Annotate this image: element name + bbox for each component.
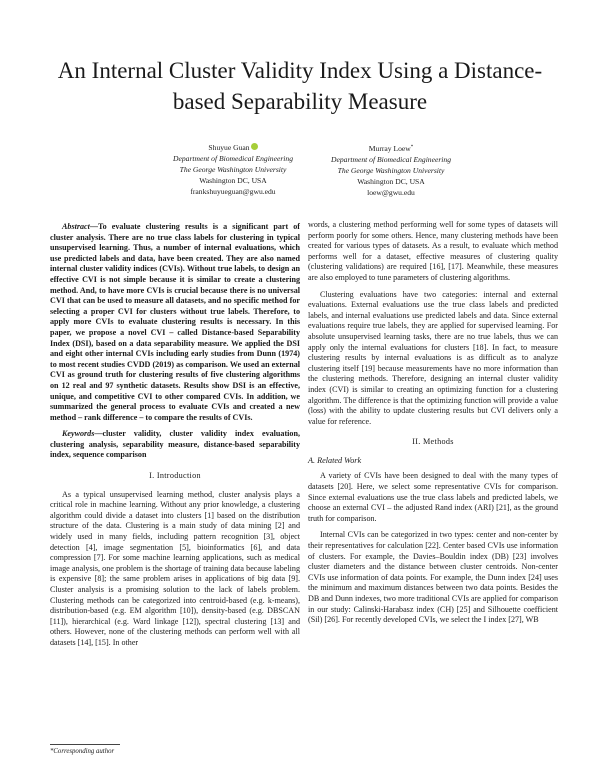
abstract: Abstract—To evaluate clustering results is a significant part of cluster analysis. There are no true class labels for clustering in typical unsupervised learning. Thus, a number of internal evaluations, which use predicted labels and data, have been created. They are also named internal cluster validity indices (CVIs). Without true labels, to design an effective CVI is not simple because it is similar to create a clustering method. And, to have more CVIs is crucial because there is no universal CVI that can be used to measure all datasets, and no specific method for selecting a proper CVI for clusters without true labels. Therefore, to apply more CVIs to evaluate clustering results is necessary. In this paper, we propose a novel CVI – called Distance-based Separability Index (DSI), based on a data separability measure. We applied the DSI and eight other internal CVIs including early studies from Dunn (1974) to most recent studies CVDD (2019) as comparison. We used an external CVI as ground truth for clustering results of five clustering algorithms on 12 real and 97 synthetic datasets. Results show DSI is an effective, unique, and competitive CVI to other compared CVIs. In addition, we summarized the general process to evaluate CVIs and created a new method – rank difference – to compare the results of CVIs. [50, 222, 300, 422]
left-column [50, 222, 300, 655]
author-university: The George Washington University [179, 165, 287, 174]
keywords: Keywords—cluster validity, cluster validity index evaluation, clustering analysis, separability measure, distance-based separability index, sequence comparison [50, 429, 300, 460]
body-paragraph: words, a clustering method performing well for some types of datasets will perform poorly for some others. Hence, many clustering methods have been created for various types of datasets. As a result, to evaluate which method performs well for a dataset, effective measures of clustering quality (clustering validations) are required [16], [17]. Meanwhile, these measures are also employed to tune parameters of clustering algorithms. [308, 220, 558, 282]
author-email: frankshuyueguan@gwu.edu [190, 187, 276, 196]
subsection-heading: A. Related Work [308, 455, 362, 465]
body-paragraph: A variety of CVIs have been designed to deal with the many types of datasets [20]. Here, we select some representative CVIs for comparison. Since external evaluations use the true class labels and predicted labels, we choose an external CVI – the adjusted Rand index (ARI) [21], as the ground truth for comparison. [308, 471, 558, 523]
author-department: Department of Biomedical Engineering [331, 155, 451, 164]
author-name: Murray Loew [368, 144, 411, 153]
author-name: Shuyue Guan [208, 143, 250, 152]
body-paragraph: Clustering evaluations have two categories: internal and external evaluations. External evaluations use the true class labels and predicted labels, and internal evaluations use predicted labels and data. Since external evaluations require true labels, they are applied for supervised learning. For absolute unsupervised learning tasks, there are no true labels, thus we can apply only the internal evaluations for clusters [18]. In fact, to measure clustering results by internal evaluations is as difficult as to analyze clustering itself [19] because measurements have no more information than the clustering methods. Therefore, designing an internal cluster validity index (CVI) is similar to creating an optimizing function for a clustering algorithm. The difference is that the optimizing function will provide a value (loss) with the ability to update clustering results but CVI delivers only a value for reference. [308, 289, 558, 426]
body-paragraph: Internal CVIs can be categorized in two types: center and non-center by their representatives for calculation [22]. Center based CVIs use information of clusters. For example, the Davies–Bouldin index (DB) [23] involves cluster diameters and the distance between cluster centroids. Non-center CVIs use information of data points. For example, the Dunn index [24] uses the minimum and maximum distances between two data points. Besides the DB and Dunn indexes, two more traditional CVIs are applied for comparison in our study: Calinski-Harabasz index (CH) [25] and Silhouette coefficient (Sil) [26]. For recently developed CVIs, we select the I index [27], WB [308, 530, 558, 625]
footnote: *Corresponding author [50, 748, 115, 755]
orcid-icon[interactable] [251, 143, 258, 150]
corresponding-marker: * [410, 145, 414, 150]
author-location: Washington DC, USA [357, 177, 425, 186]
author-department: Department of Biomedical Engineering [173, 154, 293, 163]
author-email: loew@gwu.edu [367, 188, 415, 197]
section-heading: I. Introduction [149, 471, 201, 481]
footnote-divider [50, 744, 120, 745]
body-paragraph: As a typical unsupervised learning method, cluster analysis plays a critical role in machine learning. Without any prior knowledge, a clustering algorithm could divide a dataset into clusters [1] based on the distribution structure of the data. Clustering is a main study of data mining [2] and widely used in many fields, including pattern recognition [3], object detection [4], image segmentation [5], bioinformatics [6], and data compression [7]. For some machine learning applications, such as medical image analysis, one problem is the shortage of training data because labeling is expensive [8]; the same problem arises in applications of big data [9]. Cluster analysis is a promising solution to the lack of labels problem. Clustering methods can be categorized into centroid-based (e.g. k-means), distribution-based (e.g. EM algorithm [10]), density-based (e.g. DBSCAN [11]), hierarchical (e.g. Ward linkage [12]), spectral clustering [13] and others. However, none of the clustering methods can perform well with all datasets [14], [15]. In other [50, 489, 300, 647]
section-heading: II. Methods [412, 437, 454, 447]
author-university: The George Washington University [337, 166, 445, 175]
author-location: Washington DC, USA [199, 176, 267, 185]
right-column [308, 220, 558, 632]
paper-title: An Internal Cluster Validity Index Using a Distance-based Separability Measure [57, 58, 543, 114]
author-block-2 [291, 142, 491, 198]
